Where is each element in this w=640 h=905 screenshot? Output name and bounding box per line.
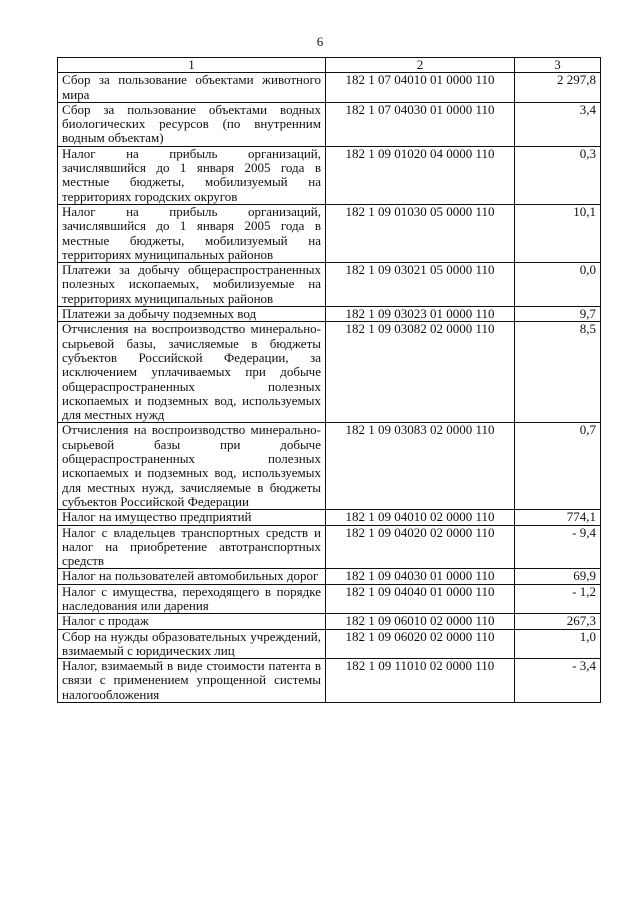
- row-name: Налог на имущество предприятий: [58, 510, 326, 525]
- row-code: 182 1 09 04040 01 0000 110: [326, 584, 515, 614]
- row-code: 182 1 09 03083 02 0000 110: [326, 423, 515, 510]
- row-name: Налог с имущества, переходящего в порядке наследования или дарения: [58, 584, 326, 614]
- row-name: Сбор за пользование объектами водных биологических ресурсов (по внутренним водным объектам): [58, 102, 326, 146]
- row-code: 182 1 09 06020 02 0000 110: [326, 629, 515, 659]
- row-code: 182 1 09 01030 05 0000 110: [326, 204, 515, 262]
- row-amount: 10,1: [515, 204, 601, 262]
- column-header-1: 1: [58, 58, 326, 73]
- row-name: Сбор за пользование объектами животного мира: [58, 73, 326, 103]
- row-amount: 8,5: [515, 322, 601, 423]
- row-name: Отчисления на воспроизводство минерально-сырьевой базы, зачисляемые в бюджеты субъектов Российской Федерации, за исключением уплачиваемых при добыче общераспространенных полезных ископаемых и подземных вод, используемых для местных нужд: [58, 322, 326, 423]
- table-row: [58, 510, 601, 525]
- row-code: 182 1 09 03021 05 0000 110: [326, 263, 515, 307]
- table-row: [58, 525, 601, 569]
- table-row: [58, 659, 601, 703]
- revenue-table: [57, 57, 601, 703]
- table-row: [58, 614, 601, 629]
- table-header-row: [58, 58, 601, 73]
- row-amount: 3,4: [515, 102, 601, 146]
- row-code: 182 1 07 04010 01 0000 110: [326, 73, 515, 103]
- row-amount: 1,0: [515, 629, 601, 659]
- row-amount: 774,1: [515, 510, 601, 525]
- table-row: [58, 73, 601, 103]
- row-amount: 0,0: [515, 263, 601, 307]
- row-code: 182 1 09 01020 04 0000 110: [326, 146, 515, 204]
- row-amount: 2 297,8: [515, 73, 601, 103]
- row-amount: - 3,4: [515, 659, 601, 703]
- table-row: [58, 102, 601, 146]
- row-name: Налог на прибыль организаций, зачислявшийся до 1 января 2005 года в местные бюджеты, мобилизуемый на территориях городских округов: [58, 146, 326, 204]
- row-amount: 0,3: [515, 146, 601, 204]
- row-code: 182 1 09 03023 01 0000 110: [326, 307, 515, 322]
- row-code: 182 1 09 04020 02 0000 110: [326, 525, 515, 569]
- table-row: [58, 263, 601, 307]
- row-name: Налог на пользователей автомобильных дорог: [58, 569, 326, 584]
- table-row: [58, 569, 601, 584]
- row-name: Платежи за добычу подземных вод: [58, 307, 326, 322]
- table-row: [58, 204, 601, 262]
- row-amount: 267,3: [515, 614, 601, 629]
- row-amount: 0,7: [515, 423, 601, 510]
- page-number: 6: [316, 34, 324, 49]
- row-amount: 69,9: [515, 569, 601, 584]
- table-row: [58, 584, 601, 614]
- row-code: 182 1 09 04030 01 0000 110: [326, 569, 515, 584]
- row-name: Налог на прибыль организаций, зачислявшийся до 1 января 2005 года в местные бюджеты, мобилизуемый на территориях муниципальных районов: [58, 204, 326, 262]
- row-code: 182 1 09 04010 02 0000 110: [326, 510, 515, 525]
- column-header-3: 3: [515, 58, 601, 73]
- table-row: [58, 423, 601, 510]
- row-name: Отчисления на воспроизводство минерально-сырьевой базы при добыче общераспространенных полезных ископаемых и подземных вод, используемых для местных нужд, зачисляемые в бюджеты субъектов Российской Федерации: [58, 423, 326, 510]
- row-amount: - 1,2: [515, 584, 601, 614]
- table-row: [58, 322, 601, 423]
- row-code: 182 1 07 04030 01 0000 110: [326, 102, 515, 146]
- row-name: Платежи за добычу общераспространенных полезных ископаемых, мобилизуемые на территориях муниципальных районов: [58, 263, 326, 307]
- table-row: [58, 629, 601, 659]
- row-amount: - 9,4: [515, 525, 601, 569]
- row-code: 182 1 09 11010 02 0000 110: [326, 659, 515, 703]
- row-name: Налог, взимаемый в виде стоимости патента в связи с применением упрощенной системы налогообложения: [58, 659, 326, 703]
- row-name: Налог с владельцев транспортных средств и налог на приобретение автотранспортных средств: [58, 525, 326, 569]
- row-amount: 9,7: [515, 307, 601, 322]
- table-row: [58, 146, 601, 204]
- column-header-2: 2: [326, 58, 515, 73]
- row-code: 182 1 09 03082 02 0000 110: [326, 322, 515, 423]
- row-name: Сбор на нужды образовательных учреждений, взимаемый с юридических лиц: [58, 629, 326, 659]
- table-row: [58, 307, 601, 322]
- row-name: Налог с продаж: [58, 614, 326, 629]
- row-code: 182 1 09 06010 02 0000 110: [326, 614, 515, 629]
